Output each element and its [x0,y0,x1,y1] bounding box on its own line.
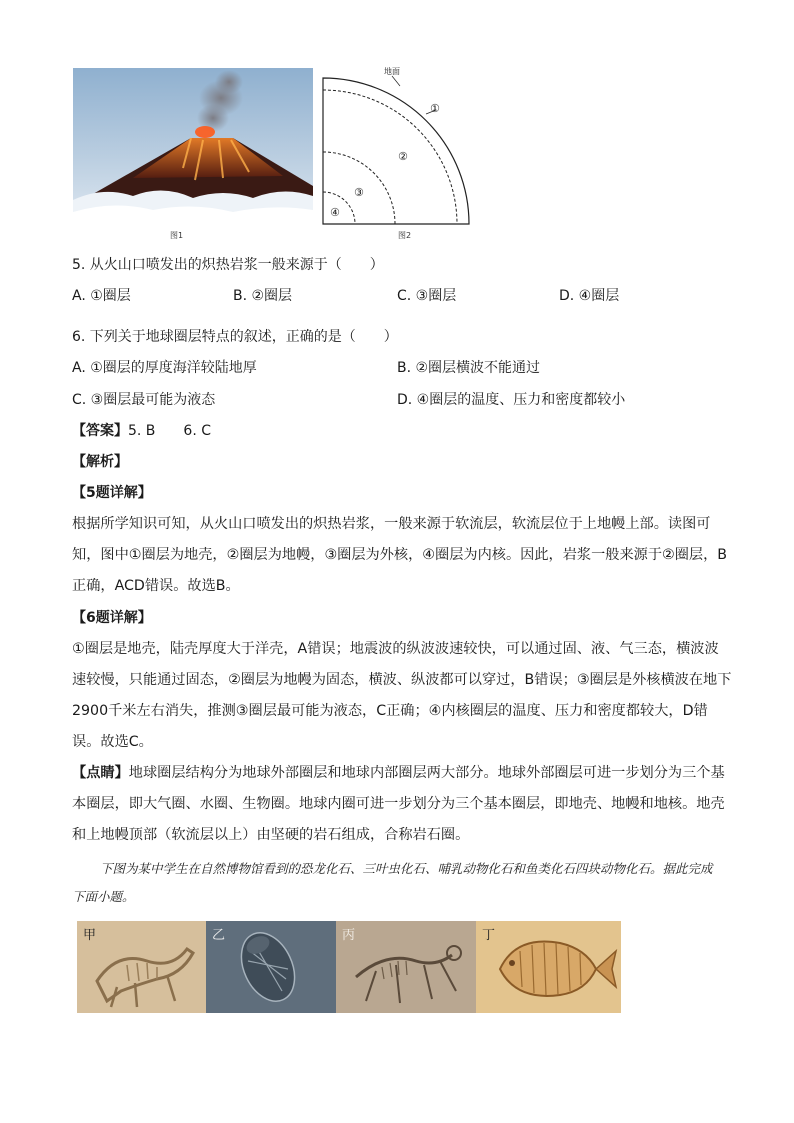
fig1-caption: 图1 [170,231,184,240]
fossil-jia [77,921,206,1013]
tip-text: 地球圈层结构分为地球外部圈层和地球内部圈层两大部分。地球外部圈层可进一步划分为三个基本圈层，即大气圈、水圈、生物圈。地球内圈可进一步划分为三个基本圈层，即地壳、地幔和地核。地壳和上地幔顶部（软流层以上）由坚硬的岩石组成，合称岩石圈。 [72,765,725,843]
detail6-label: 【6题详解】 [72,610,152,626]
mammal-fossil-image [336,921,476,1013]
fossil-ding [476,921,621,1013]
layer-label-1: ① [430,102,440,115]
fig2-caption: 图2 [398,231,412,240]
detail5-text: 根据所学知识可知，从火山口喷发出的炽热岩浆，一般来源于软流层，软流层位于上地幔上部。读图可知，图中①圈层为地壳，②圈层为地幔，③圈层为外核，④圈层为内核。因此，岩浆一般来源于②圈层，B正确，ACD错误。故选B。 [72,516,728,594]
q5-option-c: C. ③圈层 [397,288,457,304]
q6-option-d: D. ④圈层的温度、压力和密度都较小 [397,392,626,408]
analysis-label: 【解析】 [72,454,128,470]
layer-label-4: ④ [330,206,340,219]
q6-option-c: C. ③圈层最可能为液态 [72,392,216,408]
earth-layers-diagram [322,66,472,228]
volcano-illustration [73,68,313,226]
fossil-intro: 下图为某中学生在自然博物馆看到的恐龙化石、三叶虫化石、哺乳动物化石和鱼类化石四块动物化石。据此完成下面小题。 [72,861,713,904]
surface-label: 地面 [384,67,400,76]
fossil-label-yi: 乙 [212,928,226,943]
q6-option-a: A. ①圈层的厚度海洋较陆地厚 [72,360,257,376]
dinosaur-fossil-image [77,921,206,1013]
layer-label-2: ② [398,150,408,163]
answer-label: 【答案】 [72,423,128,439]
fossil-bing [336,921,476,1013]
fossil-label-ding: 丁 [482,928,496,943]
q6-option-b: B. ②圈层横波不能通过 [397,360,541,376]
fossil-yi [206,921,336,1013]
q5-option-d: D. ④圈层 [559,288,620,304]
fish-fossil-image [476,921,621,1013]
detail5-label: 【5题详解】 [72,485,152,501]
q5-option-b: B. ②圈层 [233,288,293,304]
layer-label-3: ③ [354,186,364,199]
answer-text: 5. B 6. C [128,423,211,439]
q6-stem: 6. 下列关于地球圈层特点的叙述，正确的是（ ） [72,329,398,345]
volcano-photo [73,68,313,226]
q5-stem: 5. 从火山口喷发出的炽热岩浆一般来源于（ ） [72,257,384,273]
earth-layers-svg [322,66,472,228]
trilobite-fossil-image [206,921,336,1013]
fossil-label-bing: 丙 [342,928,356,943]
tip-label: 【点睛】 [72,765,129,781]
fossil-label-jia: 甲 [83,928,97,943]
answer-line [72,421,211,441]
q5-option-a: A. ①圈层 [72,288,131,304]
tip-block [72,758,732,851]
detail6-text: ①圈层是地壳，陆壳厚度大于洋壳，A错误；地震波的纵波波速较快，可以通过固、液、气三态，横波波速较慢，只能通过固态，②圈层为地幔为固态，横波、纵波都可以穿过，B错误；③圈层是外核横波在地下2900千米左右消失，推测③圈层最可能为液态，C正确；④内核圈层的温度、压力和密度都较大，D错误。故选C。 [72,641,732,750]
